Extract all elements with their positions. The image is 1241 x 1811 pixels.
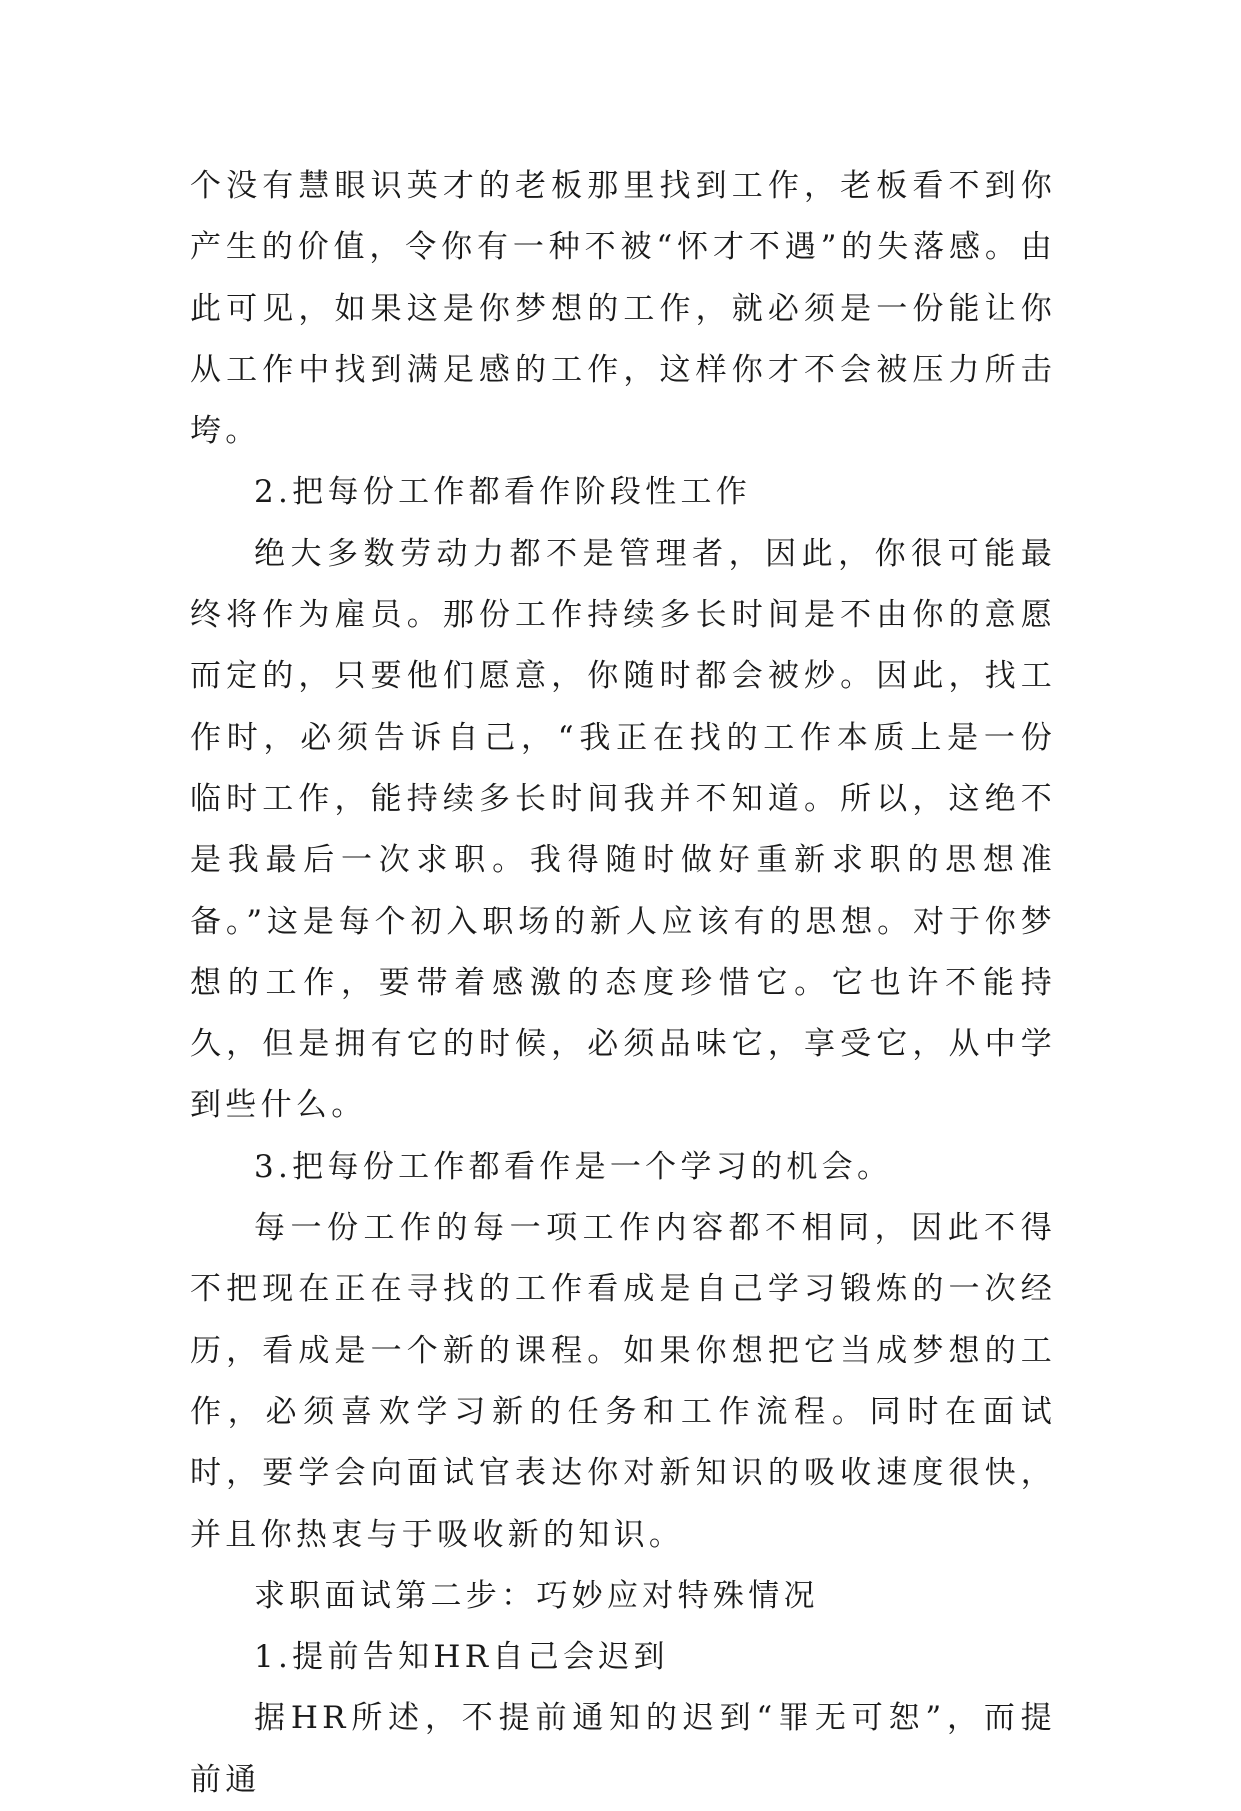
section-heading-step-2: 求职面试第二步：巧妙应对特殊情况 xyxy=(254,1577,819,1614)
paragraph-2: 绝大多数劳动力都不是管理者，因此，你很可能最终将作为雇员。那份工作持续多长时间是不由你的意愿而定的，只要他们愿意，你随时都会被炒。因此，找工作时，必须告诉自己，“我正在找的工作本质上是一份临时工作，能持续多长时间我并不知道。所以，这绝不是我最后一次求职。我得随时做好重新求职的思想准备。”这是每个初入职场的新人应该有的思想。对于你梦想的工作，要带着感激的态度珍惜它。它也许不能持久，但是拥有它的时候，必须品味它，享受它，从中学到些什么。 xyxy=(190,535,1056,1124)
document-body xyxy=(190,156,1056,1811)
paragraph-3: 每一份工作的每一项工作内容都不相同，因此不得不把现在正在寻找的工作看成是自己学习锻炼的一次经历，看成是一个新的课程。如果你想把它当成梦想的工作，必须喜欢学习新的任务和工作流程。同时在面试时，要学会向面试官表达你对新知识的吸收速度很快，并且你热衷与于吸收新的知识。 xyxy=(190,1210,1056,1553)
paragraph-1: 个没有慧眼识英才的老板那里找到工作，老板看不到你产生的价值，令你有一种不被“怀才不遇”的失落感。由此可见，如果这是你梦想的工作，就必须是一份能让你从工作中找到满足感的工作，这样你才不会被压力所击垮。 xyxy=(190,168,1056,450)
paragraph-4: 据HR所述，不提前通知的迟到“罪无可恕”，而提前通 xyxy=(190,1700,1056,1798)
heading-point-1: 1.提前告知HR自己会迟到 xyxy=(254,1639,669,1676)
heading-point-2: 2.把每份工作都看作阶段性工作 xyxy=(254,474,752,511)
heading-point-3: 3.把每份工作都看作是一个学习的机会。 xyxy=(254,1148,893,1185)
